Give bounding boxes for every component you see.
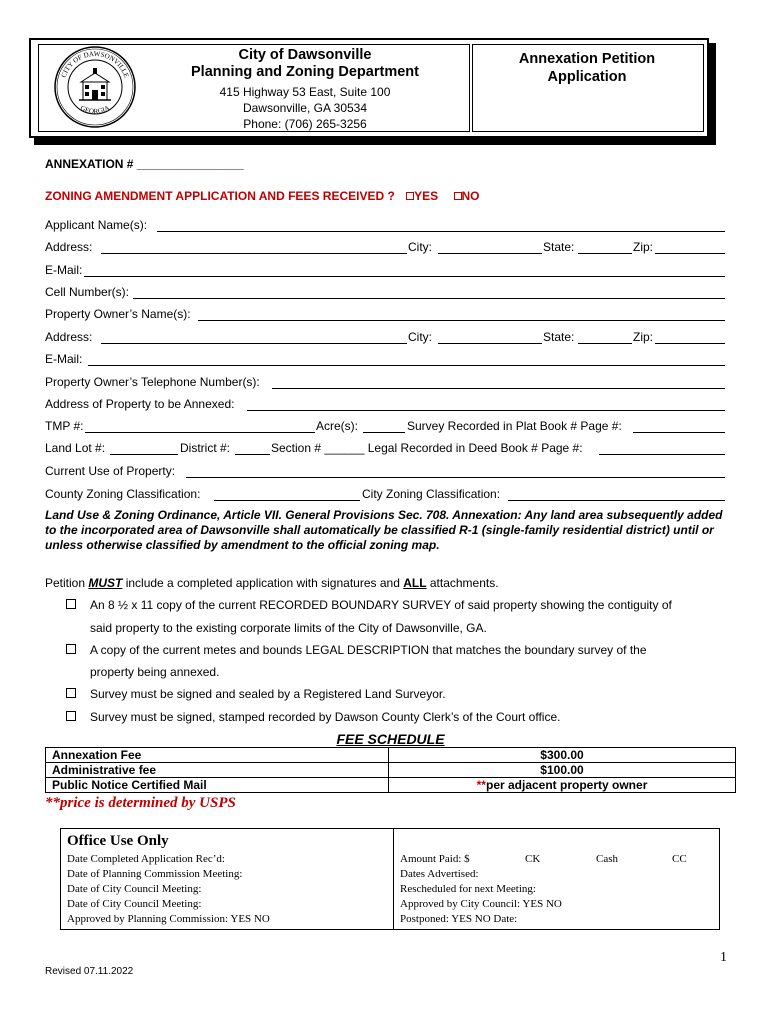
requirement-2-cont: property being annexed. [90,665,220,679]
owner-state-label: State: [543,330,575,344]
requirement-3-text: Survey must be signed and sealed by a Registered Land Surveyor. [90,687,446,701]
fee-table [45,747,736,793]
requirement-checkbox[interactable] [66,599,76,609]
svg-text:CITY OF DAWSONVILLE [60,50,131,79]
owner-zip-field[interactable] [655,343,725,344]
annex-address-label: Address of Property to be Annexed: [45,397,235,411]
address-line-1: 415 Highway 53 East, Suite 100 [219,85,391,99]
fee-row [46,748,736,763]
owner-phone-field[interactable] [272,388,725,389]
form-title-line-1: Annexation Petition [518,51,656,67]
cell-number-field[interactable] [133,298,725,299]
email-label: E-Mail: [45,263,83,277]
fee-name: Public Notice Certified Mail [46,778,389,793]
requirement-1-text: An 8 ½ x 11 copy of the current RECORDED BOUNDARY SURVEY of said property showing the contiguity of [90,598,672,612]
fee-name: Annexation Fee [46,748,389,763]
requirement-checkbox[interactable] [66,711,76,721]
zip-label: Zip: [633,240,654,254]
owner-zip-label: Zip: [633,330,654,344]
acres-label: Acre(s): [316,419,358,433]
fee-value-text: per adjacent property owner [485,778,648,792]
office-left-line: Approved by Planning Commission: YES NO [67,913,270,925]
applicant-name-field[interactable] [157,231,725,232]
owner-email-label: E-Mail: [45,352,83,366]
office-left-cell [61,829,394,930]
city-field[interactable] [438,253,542,254]
tmp-field[interactable] [85,432,315,433]
city-name: City of Dawsonville [238,47,372,63]
requirement-checkbox[interactable] [66,644,76,654]
address-label: Address: [45,240,93,254]
zoning-yes-label: YES [414,189,439,203]
requirement-checkbox[interactable] [66,688,76,698]
address-line-2: Dawsonville, GA 30534 [242,101,368,115]
county-zoning-label: County Zoning Classification: [45,487,201,501]
zip-field[interactable] [655,253,725,254]
office-left-line: Date of City Council Meeting: [67,898,202,910]
department-name: Planning and Zoning Department [191,64,419,80]
city-zoning-field[interactable] [508,500,725,501]
payment-cash: Cash [596,853,618,865]
annex-address-field[interactable] [247,410,725,411]
payment-ck: CK [525,853,541,865]
fee-value-mark: ** [476,778,486,792]
office-right-cell [394,829,720,930]
fee-value: $100.00 [389,763,736,778]
owner-state-field[interactable] [578,343,632,344]
county-zoning-field[interactable] [214,500,360,501]
district-field[interactable] [235,454,270,455]
state-field[interactable] [578,253,632,254]
district-label: District #: [180,441,231,455]
office-left-line: Date of City Council Meeting: [67,883,202,895]
office-right-line: Approved by City Council: YES NO [400,898,562,910]
applicant-name-label: Applicant Name(s): [45,218,148,232]
office-right-line: Rescheduled for next Meeting: [400,883,536,895]
requirement-3 [66,687,446,701]
state-label: State: [543,240,575,254]
amount-paid-line [400,852,713,867]
city-seal-icon [52,44,138,130]
city-label: City: [408,240,432,254]
address-field[interactable] [101,253,407,254]
petition-mid: include a completed application with signatures and [122,576,404,590]
requirement-1-cont: said property to the existing corporate limits of the City of Dawsonville, GA. [90,621,487,635]
land-lot-field[interactable] [110,454,178,455]
zoning-question-text: ZONING AMENDMENT APPLICATION AND FEES RECEIVED ? [45,189,395,203]
office-right-line: Postponed: YES NO Date: [400,913,518,925]
form-title-line-2: Application [547,69,627,85]
survey-plat-label: Survey Recorded in Plat Book # Page #: [407,419,622,433]
owner-city-field[interactable] [438,343,542,344]
petition-post: attachments. [426,576,499,590]
office-left-line: Date of Planning Commission Meeting: [67,868,243,880]
fee-row [46,763,736,778]
requirement-2-text: A copy of the current metes and bounds LEGAL DESCRIPTION that matches the boundary survey of the [90,643,647,657]
owner-address-label: Address: [45,330,93,344]
seal-top-text: CITY OF DAWSONVILLE [59,49,131,79]
annexation-number: ANNEXATION # ________________ [45,157,244,171]
section-label: Section # ______ Legal Recorded in Deed Book # Page #: [271,441,583,455]
petition-must: MUST [88,576,123,590]
phone-line: Phone: (706) 265-3256 [243,117,367,131]
office-left-line: Date Completed Application Rec’d: [67,853,225,865]
petition-intro [45,576,499,590]
owner-address-field[interactable] [101,343,407,344]
office-right-line: Dates Advertised: [400,868,479,880]
owner-email-field[interactable] [88,365,725,366]
email-field[interactable] [84,276,725,277]
owner-phone-label: Property Owner’s Telephone Number(s): [45,375,260,389]
owner-name-field[interactable] [198,320,725,321]
zoning-no-label: NO [461,189,480,203]
current-use-field[interactable] [186,477,725,478]
svg-text:GEORGIA [79,104,111,116]
fee-value: $300.00 [389,748,736,763]
ordinance-text: Land Use & Zoning Ordinance, Article VII. General Provisions Sec. 708. Annexation: Any land area subsequently added to the incorporated area of Dawsonville shall automatically be classified R-1 (single-family residential district) until or unless otherwise classified by amendment to the official zoning map. [45,508,723,552]
form-title [472,50,702,86]
zoning-yes-checkbox[interactable] [406,192,414,200]
usps-note: **price is determined by USPS [45,795,236,811]
fee-row [46,778,736,793]
owner-name-label: Property Owner’s Name(s): [45,307,191,321]
page-number: 1 [720,950,727,965]
tmp-label: TMP #: [45,419,84,433]
petition-pre: Petition [45,576,89,590]
fee-schedule-title: FEE SCHEDULE [336,731,445,747]
payment-cc: CC [672,853,687,865]
owner-city-label: City: [408,330,432,344]
requirement-2 [66,643,647,657]
office-use-title: Office Use Only [67,833,169,849]
petition-all: ALL [403,576,427,590]
revised-date: Revised 07.11.2022 [45,966,134,977]
land-lot-label: Land Lot #: [45,441,106,455]
fee-name: Administrative fee [46,763,389,778]
requirement-4-text: Survey must be signed, stamped recorded by Dawson County Clerk’s of the Court office. [90,710,561,724]
deed-book-field[interactable] [599,454,725,455]
cell-number-label: Cell Number(s): [45,285,130,299]
seal-bottom-text: GEORGIA [79,103,111,116]
fee-value [389,778,736,793]
amount-paid-label: Amount Paid: $ [400,853,470,865]
zoning-no-checkbox[interactable] [454,192,462,200]
survey-plat-field[interactable] [633,432,725,433]
zoning-question [45,189,480,203]
acres-field[interactable] [363,432,405,433]
requirement-4 [66,710,560,724]
office-use-table [60,828,720,930]
city-zoning-label: City Zoning Classification: [362,487,501,501]
current-use-label: Current Use of Property: [45,464,176,478]
requirement-1 [66,598,672,612]
